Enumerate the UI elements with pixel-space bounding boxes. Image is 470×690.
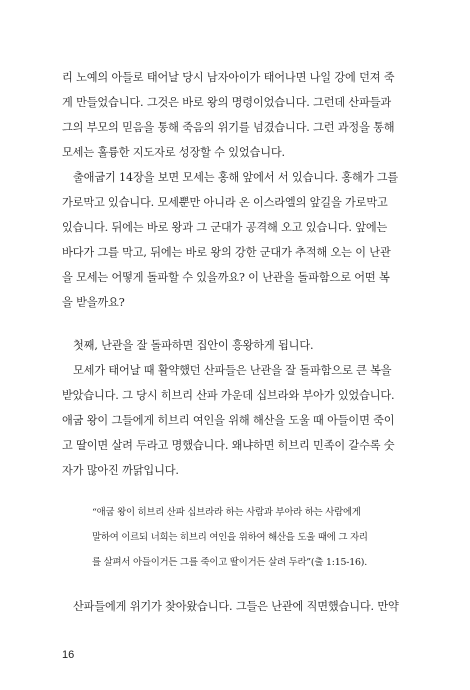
body-text-line: 산파들에게 위기가 찾아왔습니다. 그들은 난관에 직면했습니다. 만약 (73, 600, 399, 613)
body-text-line: 고 딸이면 살려 두라고 명했습니다. 왜냐하면 히브리 민족이 갈수록 숫 (62, 439, 395, 452)
body-text-line: 출애굽기 14장을 보면 모세는 홍해 앞에서 서 있습니다. 홍해가 그를 (73, 171, 399, 184)
quote-line: 말하여 이르되 너희는 히브리 여인을 위하여 해산을 도울 때에 그 자리 (92, 532, 368, 543)
body-text-line: 모세가 태어날 때 활약했던 산파들은 난관을 잘 돌파함으로 큰 복을 (73, 364, 392, 377)
quote-line: “애굽 왕이 히브리 산파 십브라라 하는 사람과 부아라 하는 사람에게 (92, 507, 361, 518)
body-text-line: 바다가 그를 막고, 뒤에는 바로 왕의 강한 군대가 추적해 오는 이 난관 (62, 246, 391, 259)
body-text-line: 있습니다. 뒤에는 바로 왕과 그 군대가 공격해 오고 있습니다. 앞에는 (62, 221, 388, 234)
body-text-line: 리 노예의 아들로 태어날 당시 남자아이가 태어나면 나일 강에 던져 죽 (62, 71, 395, 84)
body-text-line: 그의 부모의 믿음을 통해 죽음의 위기를 넘겼습니다. 그런 과정을 통해 (62, 121, 395, 134)
quote-line: 를 살펴서 아들이거든 그를 죽이고 딸이거든 살려 두라”(출 1:15-16). (92, 557, 367, 568)
body-text-line: 가로막고 있습니다. 모세뿐만 아니라 온 이스라엘의 앞길을 가로막고 (62, 196, 388, 209)
body-text-line: 애굽 왕이 그들에게 히브리 여인을 위해 해산을 도울 때 아들이면 죽이 (62, 414, 395, 427)
body-text-line: 을 받을까요? (62, 296, 125, 309)
body-text-line: 모세는 훌륭한 지도자로 성장할 수 있었습니다. (62, 146, 285, 159)
body-text-line: 게 만들었습니다. 그것은 바로 왕의 명령이었습니다. 그런데 산파들과 (62, 96, 392, 109)
body-text-line: 자가 많아진 까닭입니다. (62, 464, 179, 477)
body-text-line: 을 모세는 어떻게 돌파할 수 있을까요? 이 난관을 돌파함으로 어떤 복 (62, 271, 390, 284)
page-number: 16 (62, 649, 75, 661)
body-text-line: 받았습니다. 그 당시 히브리 산파 가운데 십브라와 부아가 있었습니다. (62, 389, 395, 402)
section-heading: 첫째, 난관을 잘 돌파하면 집안이 흥왕하게 됩니다. (73, 339, 314, 352)
